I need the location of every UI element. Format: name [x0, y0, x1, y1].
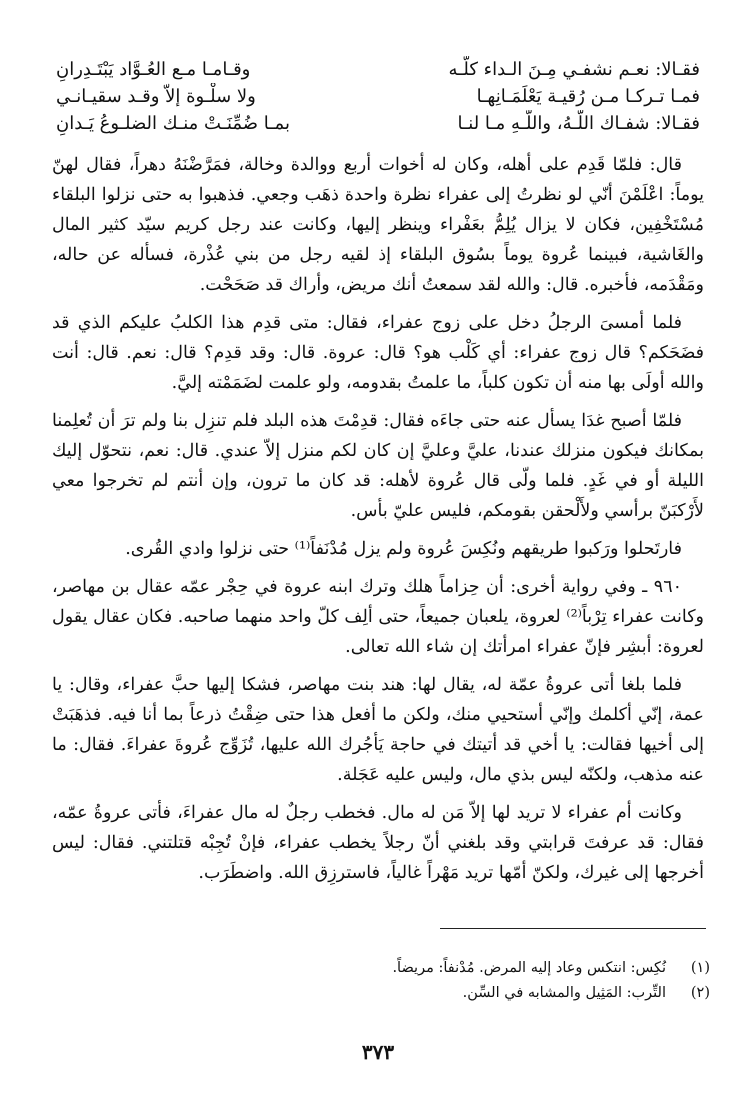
footnotes — [200, 956, 710, 1006]
poem-block — [56, 56, 700, 137]
poem-verse — [56, 110, 700, 137]
verse-second-hemistich: وقـامـا مـع العُـوَّاد يَبْتَـدِرانِ — [56, 59, 251, 80]
footnote-number: (٢) — [690, 985, 710, 1001]
paragraph: فلما أمسىَ الرجلُ دخل على زوج عفراء، فقال: متى قدِم هذا الكلبُ عليكم الذي قد فضَحَكم؟ قال زوج عفراء: أي كَلْب هو؟ قال: عروة. قال: وقد قدِم؟ قال: نعم. قال: أنت والله أولَى بها منه أن تكون كلباً، ما علمتُ بقدومه، ولو علمت لضَمَمْته إليَّ. — [52, 313, 704, 393]
page-number: ٣٧٣ — [361, 1040, 395, 1064]
paragraph: فارتَحلوا ورَكبوا طريقهم ونُكِسَ عُروة ولم يزل مُدْنَفاً⁽¹⁾ حتى نزلوا وادي القُرى. — [125, 539, 682, 559]
poem-verse — [56, 83, 700, 110]
verse-first-hemistich: فقـالا: نعـم نشفـي مِـنَ الـداء كلّـه — [448, 59, 700, 80]
footnote-text: التِّرب: المَثِيل والمشابه في السِّن. — [462, 985, 666, 1001]
verse-second-hemistich: بمـا ضُمِّنَـتْ منـك الضلـوعُ يَـدانِ — [56, 113, 290, 134]
footnote-number: (١) — [690, 960, 710, 976]
footnote-text: نُكِس: انتكس وعاد إليه المرض. مُدْنفاً: مريضاً. — [392, 960, 666, 976]
paragraph: فلما بلغا أتى عروةُ عمّة له، يقال لها: هند بنت مهاصر، فشكا إليها حبَّ عفراء، وقال: يا عمة، إنّي أكلمك وإنّي أستحيي منك، ولكن ما أفعل هذا حتى ضِقْتُ ذرعاً بما أنا فيه. فذهَبَتْ إلى أخيها فقالت: يا أخي قد أتيتك في حاجة يَأجُرك الله عليها، تُزَوِّج عُروةَ عفراءَ. فقال: ما عنه مذهب، ولكنّه ليس بذي مال، وليس عليه عَجَلة. — [52, 675, 704, 785]
footnote — [200, 956, 710, 981]
footnote-divider — [440, 928, 706, 929]
body-text — [52, 150, 704, 896]
paragraph: وكانت أم عفراء لا تريد لها إلاّ مَن له مال. فخطب رجلٌ له مال عفراءَ، فأتى عروةُ عمّه، فقال: قد عرفتَ قرابتي وقد بلغني أنّ رجلاً يخطب عفراء، فإنْ تُجِبْه قتلتني. فقال: ليس أخرجها إلى غيرك، ولكنّ أمّها تريد مَهْراً غالياً، فاسترزِق الله. واضطَرَب. — [52, 803, 704, 883]
paragraph: فلمّا أصبح غدَا يسأل عنه حتى جاءَه فقال: قدِمْتَ هذه البلد فلم تنزِل بنا ولم ترَ أن تُعلِمنا بمكانك فيكون منزلك عندنا، عليَّ وعليَّ إن كان لكم منزل إلاّ عندي. قال: نعم، نتحوّل إليك الليلة أو في غَدٍ. فلما ولّى قال عُروة لأهله: قد كان ما ترون، وإن أنتم لم تخرجوا معي لأَرْكبَنّ برأسي ولأَلْحقن بقومكم، فليس عليّ بأس. — [52, 411, 704, 521]
verse-first-hemistich: فقـالا: شفـاك اللّـهُ، واللّـهِ مـا لنـا — [457, 113, 700, 134]
numbered-paragraph: ٩٦٠ ـ وفي رواية أخرى: أن حِزاماً هلك وترك ابنه عروة في حِجْر عمّه عقال بن مهاصر، وكانت عفراء تِرْباً⁽²⁾ لعروة، يلعبان جميعاً، حتى ألِف كلّ واحد منهما صاحبه. فكان عقال يقول لعروة: أبشِر فإنّ عفراء امرأتك إن شاء الله تعالى. — [52, 577, 704, 657]
verse-first-hemistich: فمـا تـركـا مـن رُقيـة يَعْلَمَـانِهـا — [476, 86, 700, 107]
paragraph: قال: فلمّا قَدِم على أهله، وكان له أخوات أربع ووالدة وخالة، فمَرَّضْنَهُ دهراً، فقال لهنّ يوماً: اعْلَمْنَ أنّي لو نظرتُ إلى عفراء نظرة واحدة ذهَب وجعي. فذهبوا به حتى نزلوا البلقاء مُسْتَخْفِين، فكان لا يزال يُلِمُّ بعَفْراء وينظر إليها، وكانت عند رجل كريم سيّد كثير المال والغَاشية، فبينما عُروة يوماً بسُوق البلقاء إذ لقيه رجل من بني عُذْرة، فسأله عن حاله، ومَقْدَمه، فأخبره. قال: والله لقد سمعتُ أنك مريض، وأراك قد صَحَحْت. — [52, 155, 704, 295]
footnote — [200, 981, 710, 1006]
poem-verse — [56, 56, 700, 83]
verse-second-hemistich: ولا سلْـوة إلاّ وقـد سقيـانـي — [56, 86, 256, 107]
